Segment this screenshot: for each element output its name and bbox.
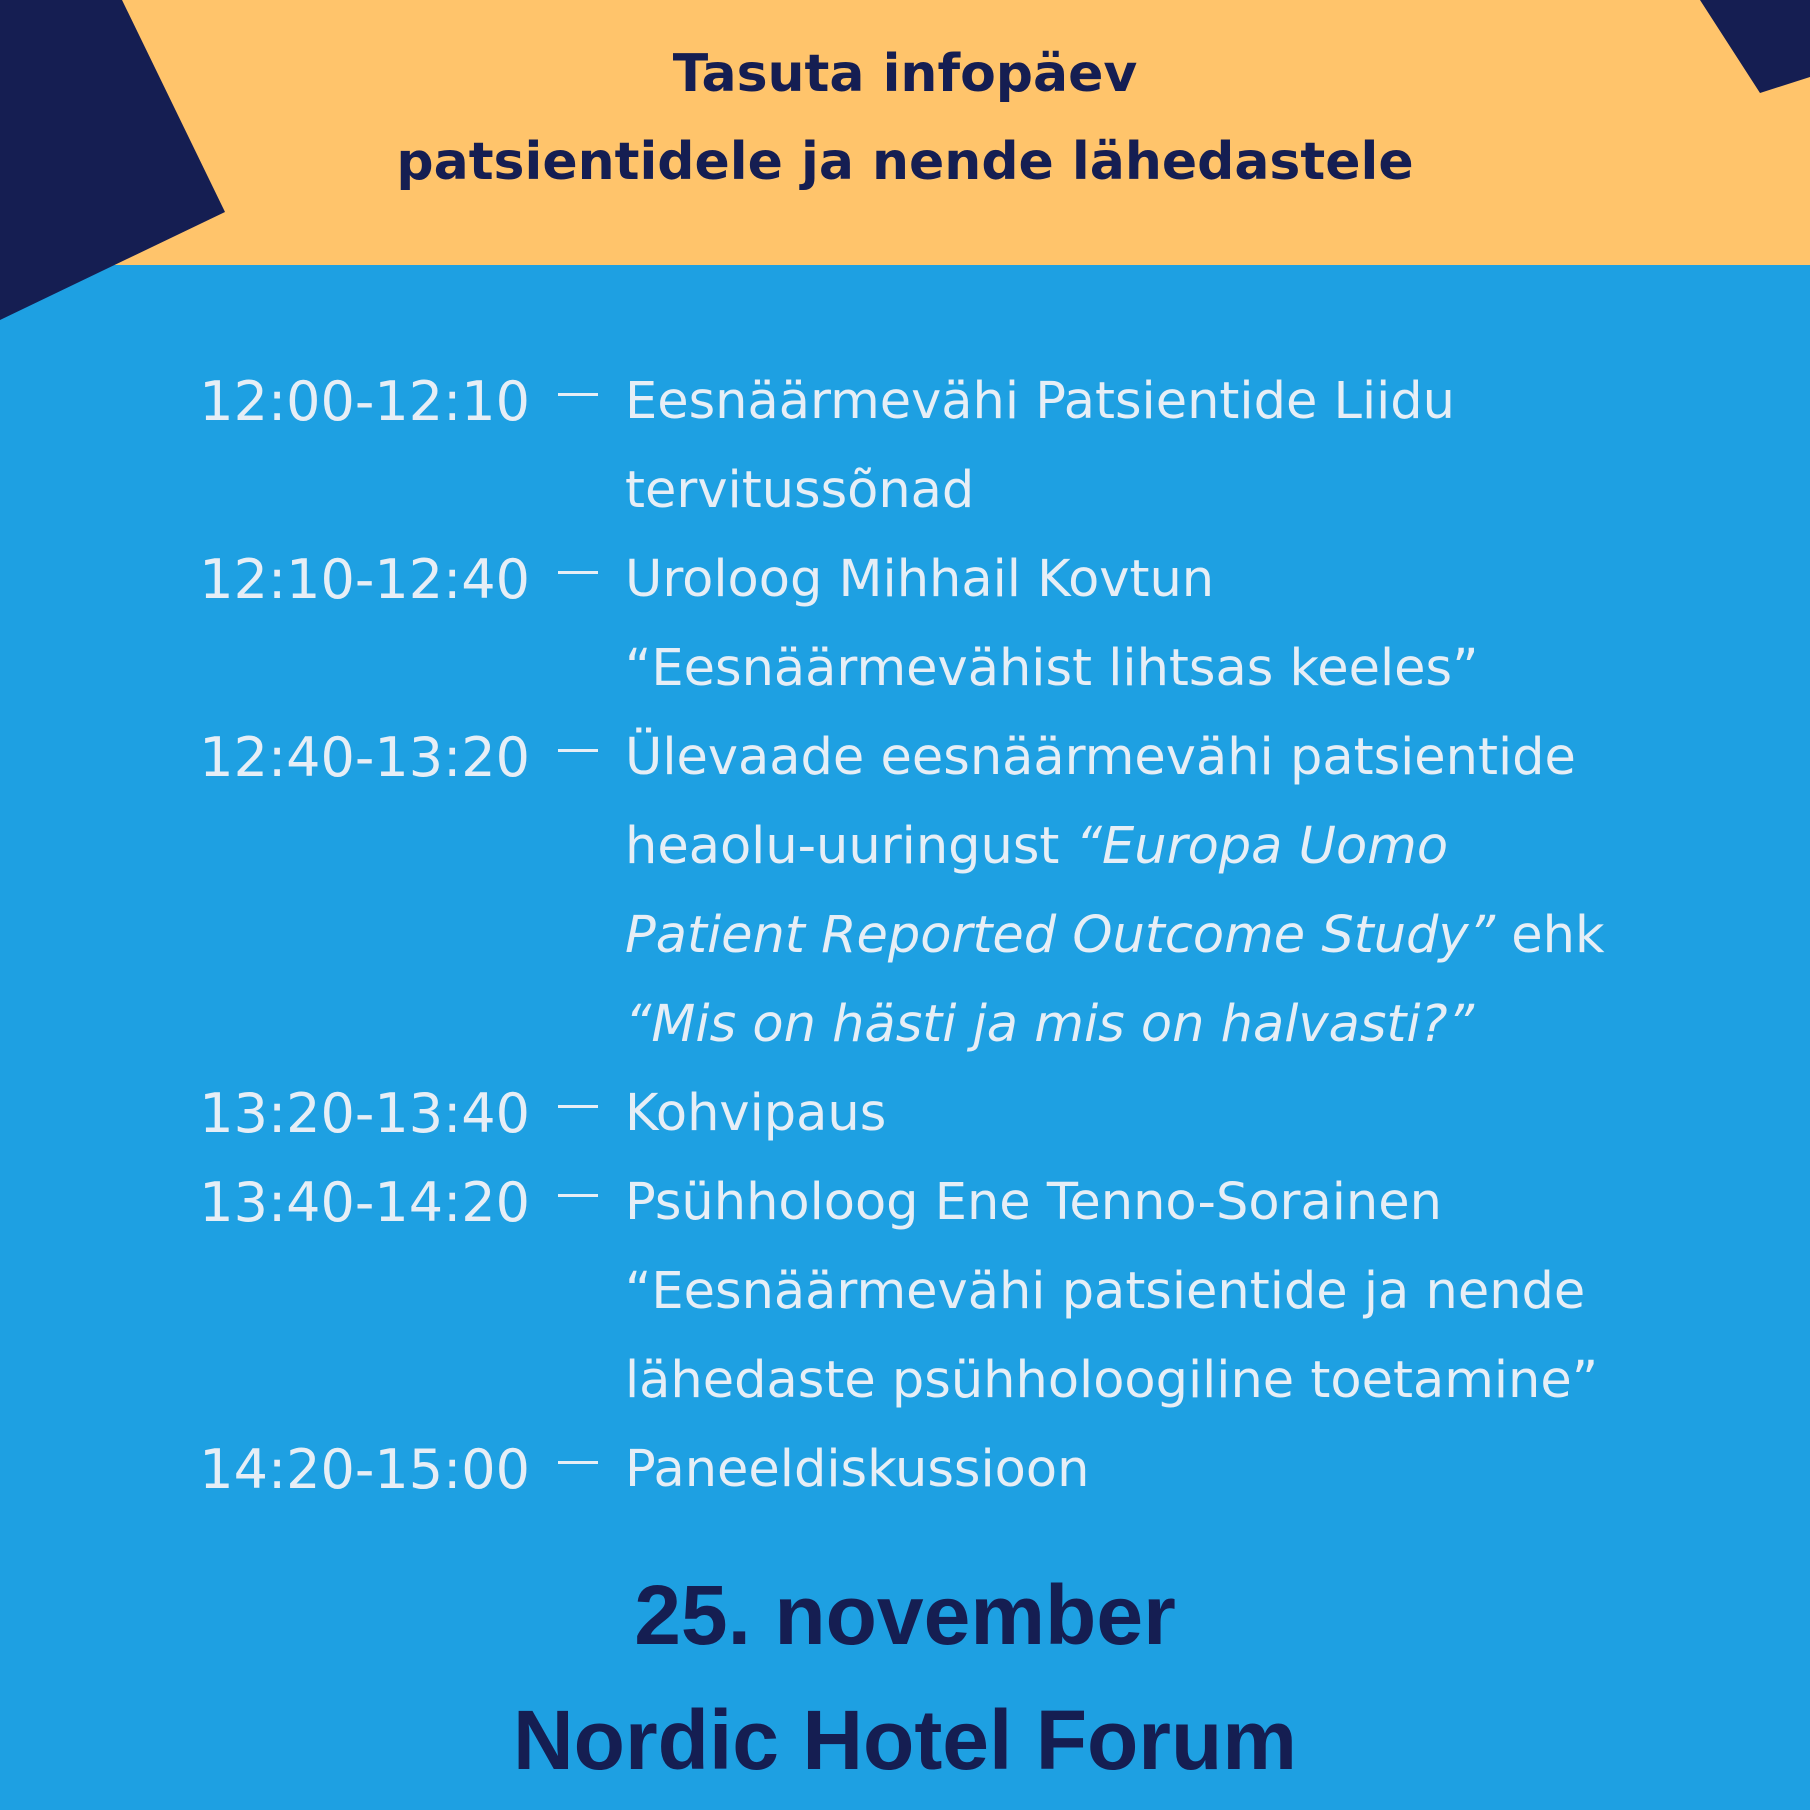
description-line: Psühholoog Ene Tenno-Sorainen xyxy=(625,1173,1442,1232)
description-line: “Eesnäärmevähist lihtsas keeles” xyxy=(625,639,1479,698)
schedule-item xyxy=(0,357,1810,535)
description-line: tervitussõnad xyxy=(625,461,975,520)
description-line: Ülevaade eesnäärmevähi patsientide xyxy=(625,728,1576,787)
schedule-time: 12:00-12:10 xyxy=(199,370,530,433)
schedule-description xyxy=(625,357,1775,535)
schedule-description xyxy=(625,1158,1775,1425)
schedule-list xyxy=(0,357,1810,1514)
plain-text: ehk xyxy=(1495,906,1605,965)
schedule-time: 12:40-13:20 xyxy=(199,726,530,789)
schedule-item xyxy=(0,535,1810,713)
schedule-item xyxy=(0,1425,1810,1514)
description-line: Kohvipaus xyxy=(625,1084,887,1143)
schedule-item xyxy=(0,1158,1810,1425)
description-line: lähedaste psühholoogiline toetamine” xyxy=(625,1351,1599,1410)
description-line: Eesnäärmevähi Patsientide Liidu xyxy=(625,372,1455,431)
title-line-2: patsientidele ja nende lähedastele xyxy=(396,132,1414,192)
schedule-description xyxy=(625,713,1775,1069)
schedule-time: 14:20-15:00 xyxy=(199,1438,530,1501)
plain-text: heaolu-uuringust xyxy=(625,817,1076,876)
dash-separator xyxy=(558,1425,598,1514)
dash-separator xyxy=(558,535,598,624)
page-title xyxy=(0,30,1810,206)
schedule-description xyxy=(625,1069,1775,1158)
dash-separator xyxy=(558,713,598,802)
schedule-time: 13:20-13:40 xyxy=(199,1082,530,1145)
event-venue: Nordic Hotel Forum xyxy=(512,1693,1297,1787)
dash-separator xyxy=(558,357,598,446)
schedule-item xyxy=(0,713,1810,1069)
italic-text: Patient Reported Outcome Study” xyxy=(625,906,1496,965)
event-date: 25. november xyxy=(634,1568,1176,1662)
schedule-time: 13:40-14:20 xyxy=(199,1171,530,1234)
description-line xyxy=(625,980,1775,1069)
description-line: Paneeldiskussioon xyxy=(625,1440,1090,1499)
dash-separator xyxy=(558,1069,598,1158)
description-line xyxy=(625,891,1775,980)
description-line: “Eesnäärmevähi patsientide ja nende xyxy=(625,1262,1586,1321)
schedule-description xyxy=(625,535,1775,713)
title-line-1: Tasuta infopäev xyxy=(672,44,1138,104)
italic-text: “Mis on hästi ja mis on halvasti?” xyxy=(625,995,1475,1054)
description-line: Uroloog Mihhail Kovtun xyxy=(625,550,1215,609)
dash-separator xyxy=(558,1158,598,1247)
schedule-description xyxy=(625,1425,1775,1514)
schedule-item xyxy=(0,1069,1810,1158)
schedule-time: 12:10-12:40 xyxy=(199,548,530,611)
description-line xyxy=(625,802,1775,891)
italic-text: “Europa Uomo xyxy=(1075,817,1449,876)
